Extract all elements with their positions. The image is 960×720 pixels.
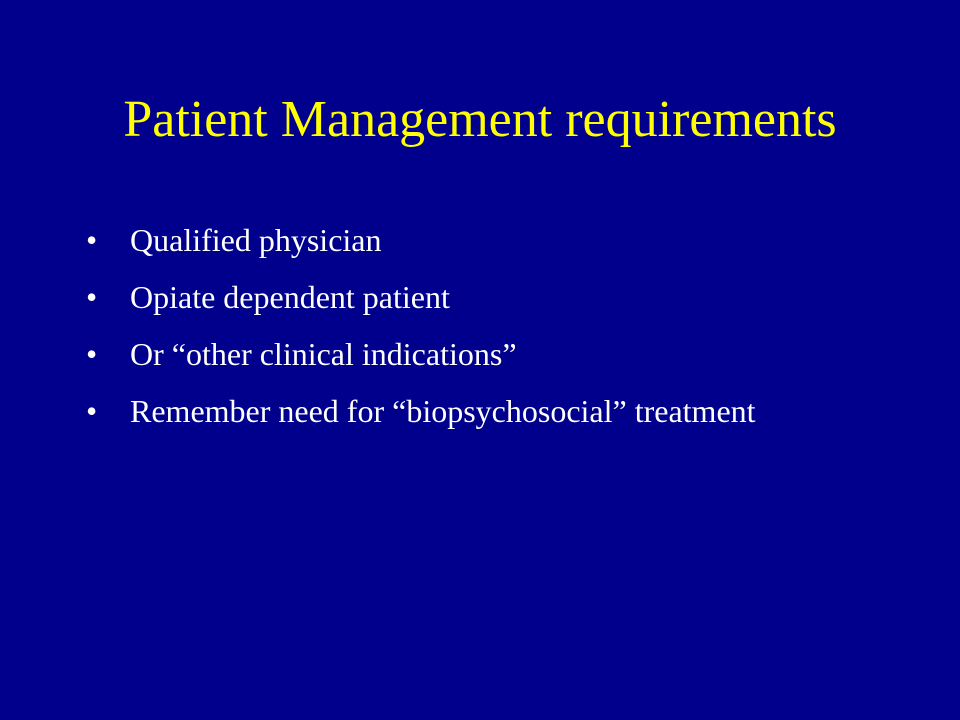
bullet-item — [86, 336, 886, 373]
bullet-marker: • — [86, 222, 98, 258]
bullet-item — [86, 279, 886, 316]
bullet-marker: • — [86, 336, 98, 372]
bullet-marker: • — [86, 393, 98, 429]
slide-title: Patient Management requirements — [123, 91, 837, 148]
bullet-text: Or “other clinical indications” — [130, 336, 517, 372]
bullet-item — [86, 222, 886, 259]
bullet-text: Qualified physician — [130, 222, 382, 258]
bullet-text: Remember need for “biopsychosocial” treatment — [130, 393, 756, 429]
bullet-marker: • — [86, 279, 98, 315]
bullet-text: Opiate dependent patient — [130, 279, 450, 315]
bullet-item — [86, 393, 886, 430]
bullet-list — [86, 222, 886, 450]
